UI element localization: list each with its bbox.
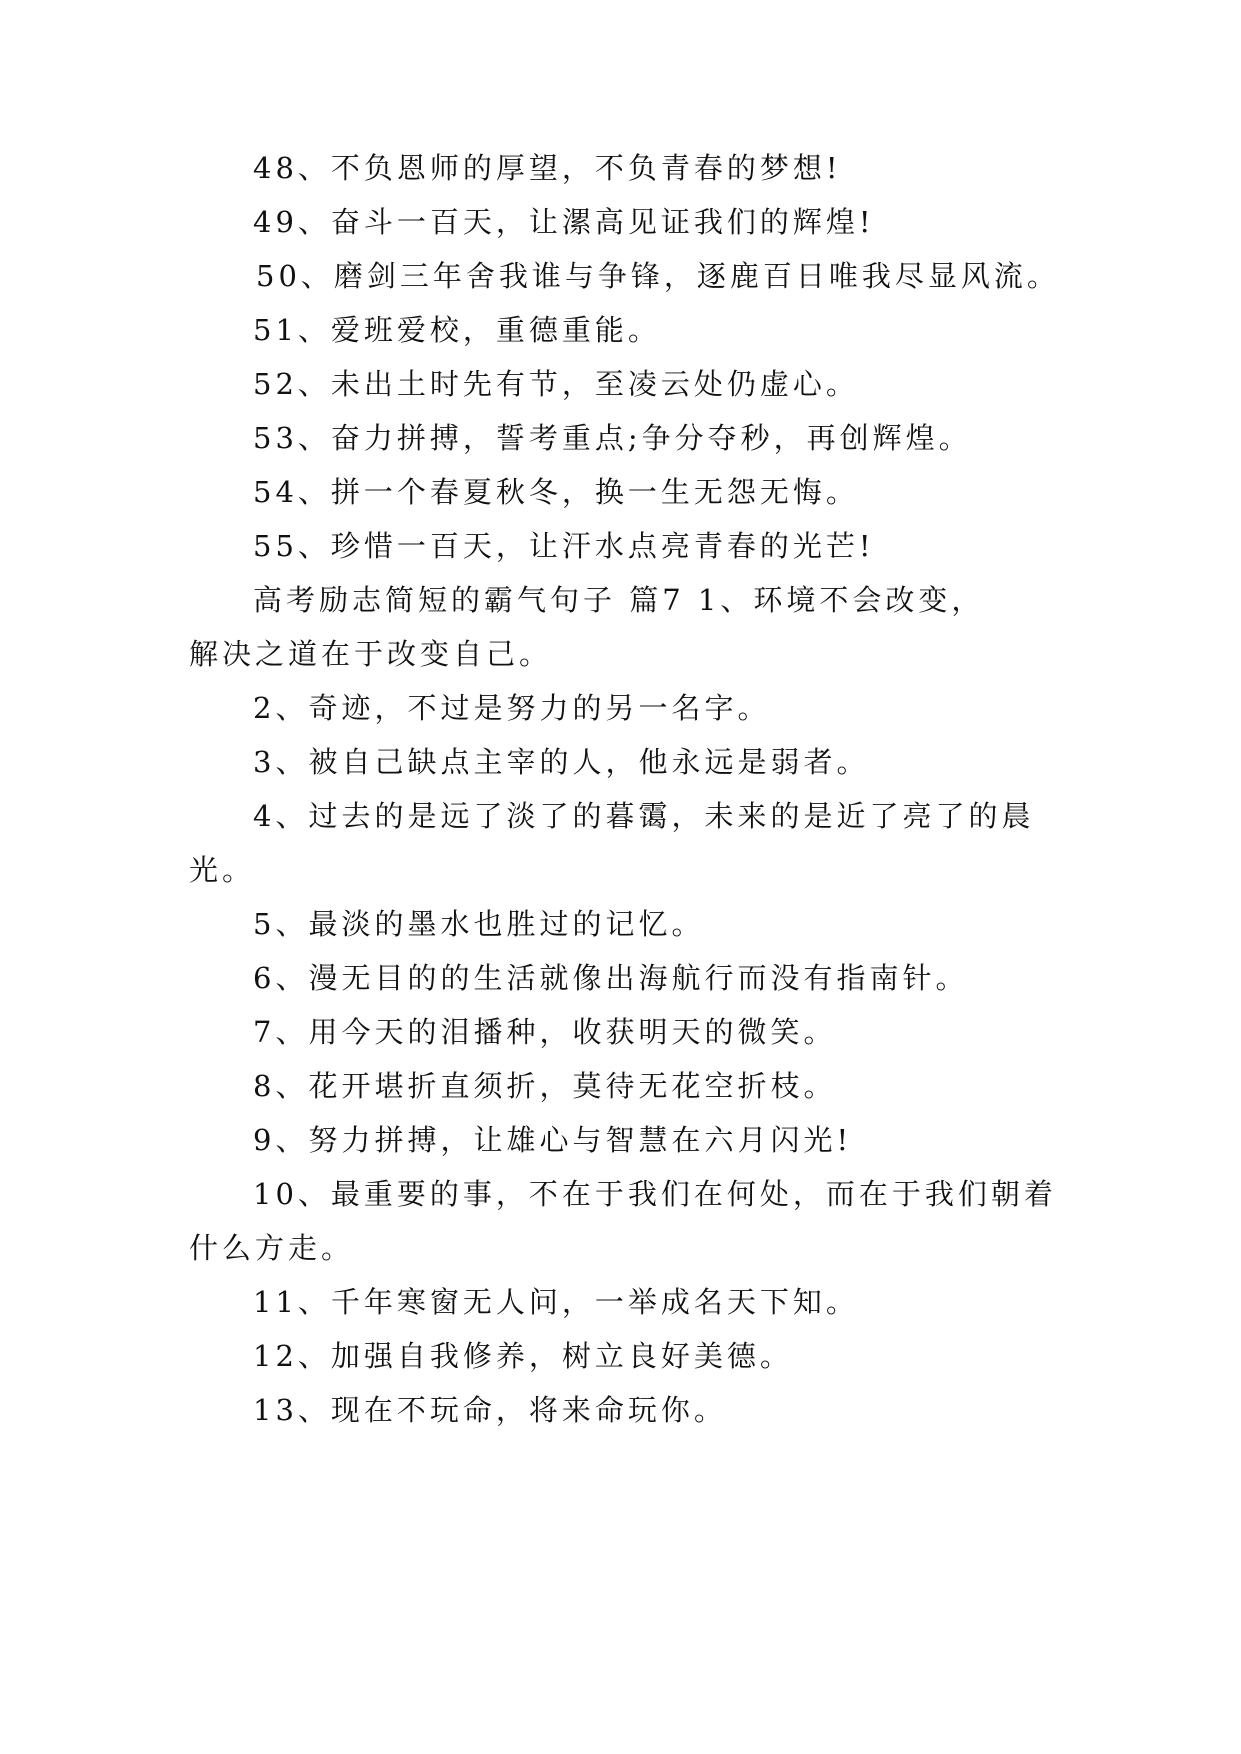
text-line: 50、磨剑三年舍我谁与争锋，逐鹿百日唯我尽显风流。 <box>256 259 1060 293</box>
text-line: 光。 <box>189 853 256 887</box>
text-line: 2、奇迹，不过是努力的另一名字。 <box>253 691 771 725</box>
section-heading: 高考励志简短的霸气句子 篇7 1、环境不会改变， <box>253 583 985 617</box>
text-line: 13、现在不玩命，将来命玩你。 <box>253 1393 727 1427</box>
text-line: 49、奋斗一百天，让漯高见证我们的辉煌! <box>253 205 875 239</box>
text-line: 53、奋力拼搏，誓考重点;争分夺秒，再创辉煌。 <box>253 421 972 455</box>
text-line: 9、努力拼搏，让雄心与智慧在六月闪光! <box>253 1123 853 1157</box>
text-line: 解决之道在于改变自己。 <box>189 637 553 671</box>
text-line: 51、爱班爱校，重德重能。 <box>253 313 661 347</box>
text-line: 6、漫无目的的生活就像出海航行而没有指南针。 <box>253 961 969 995</box>
text-line: 3、被自己缺点主宰的人，他永远是弱者。 <box>253 745 870 779</box>
text-line: 5、最淡的墨水也胜过的记忆。 <box>253 907 705 941</box>
text-line: 7、用今天的泪播种，收获明天的微笑。 <box>253 1015 837 1049</box>
text-line: 54、拼一个春夏秋冬，换一生无怨无悔。 <box>253 475 859 509</box>
text-line: 什么方走。 <box>189 1231 355 1265</box>
text-line: 11、千年寒窗无人问，一举成名天下知。 <box>253 1285 859 1319</box>
text-line: 12、加强自我修养，树立良好美德。 <box>253 1339 793 1373</box>
text-line: 48、不负恩师的厚望，不负青春的梦想! <box>253 151 842 185</box>
text-line: 52、未出土时先有节，至凌云处仍虚心。 <box>253 367 859 401</box>
text-line: 55、珍惜一百天，让汗水点亮青春的光芒! <box>253 529 875 563</box>
text-line: 4、过去的是远了淡了的暮霭，未来的是近了亮了的晨 <box>253 799 1035 833</box>
text-line: 8、花开堪折直须折，莫待无花空折枝。 <box>253 1069 837 1103</box>
text-line: 10、最重要的事，不在于我们在何处，而在于我们朝着 <box>253 1177 1057 1211</box>
